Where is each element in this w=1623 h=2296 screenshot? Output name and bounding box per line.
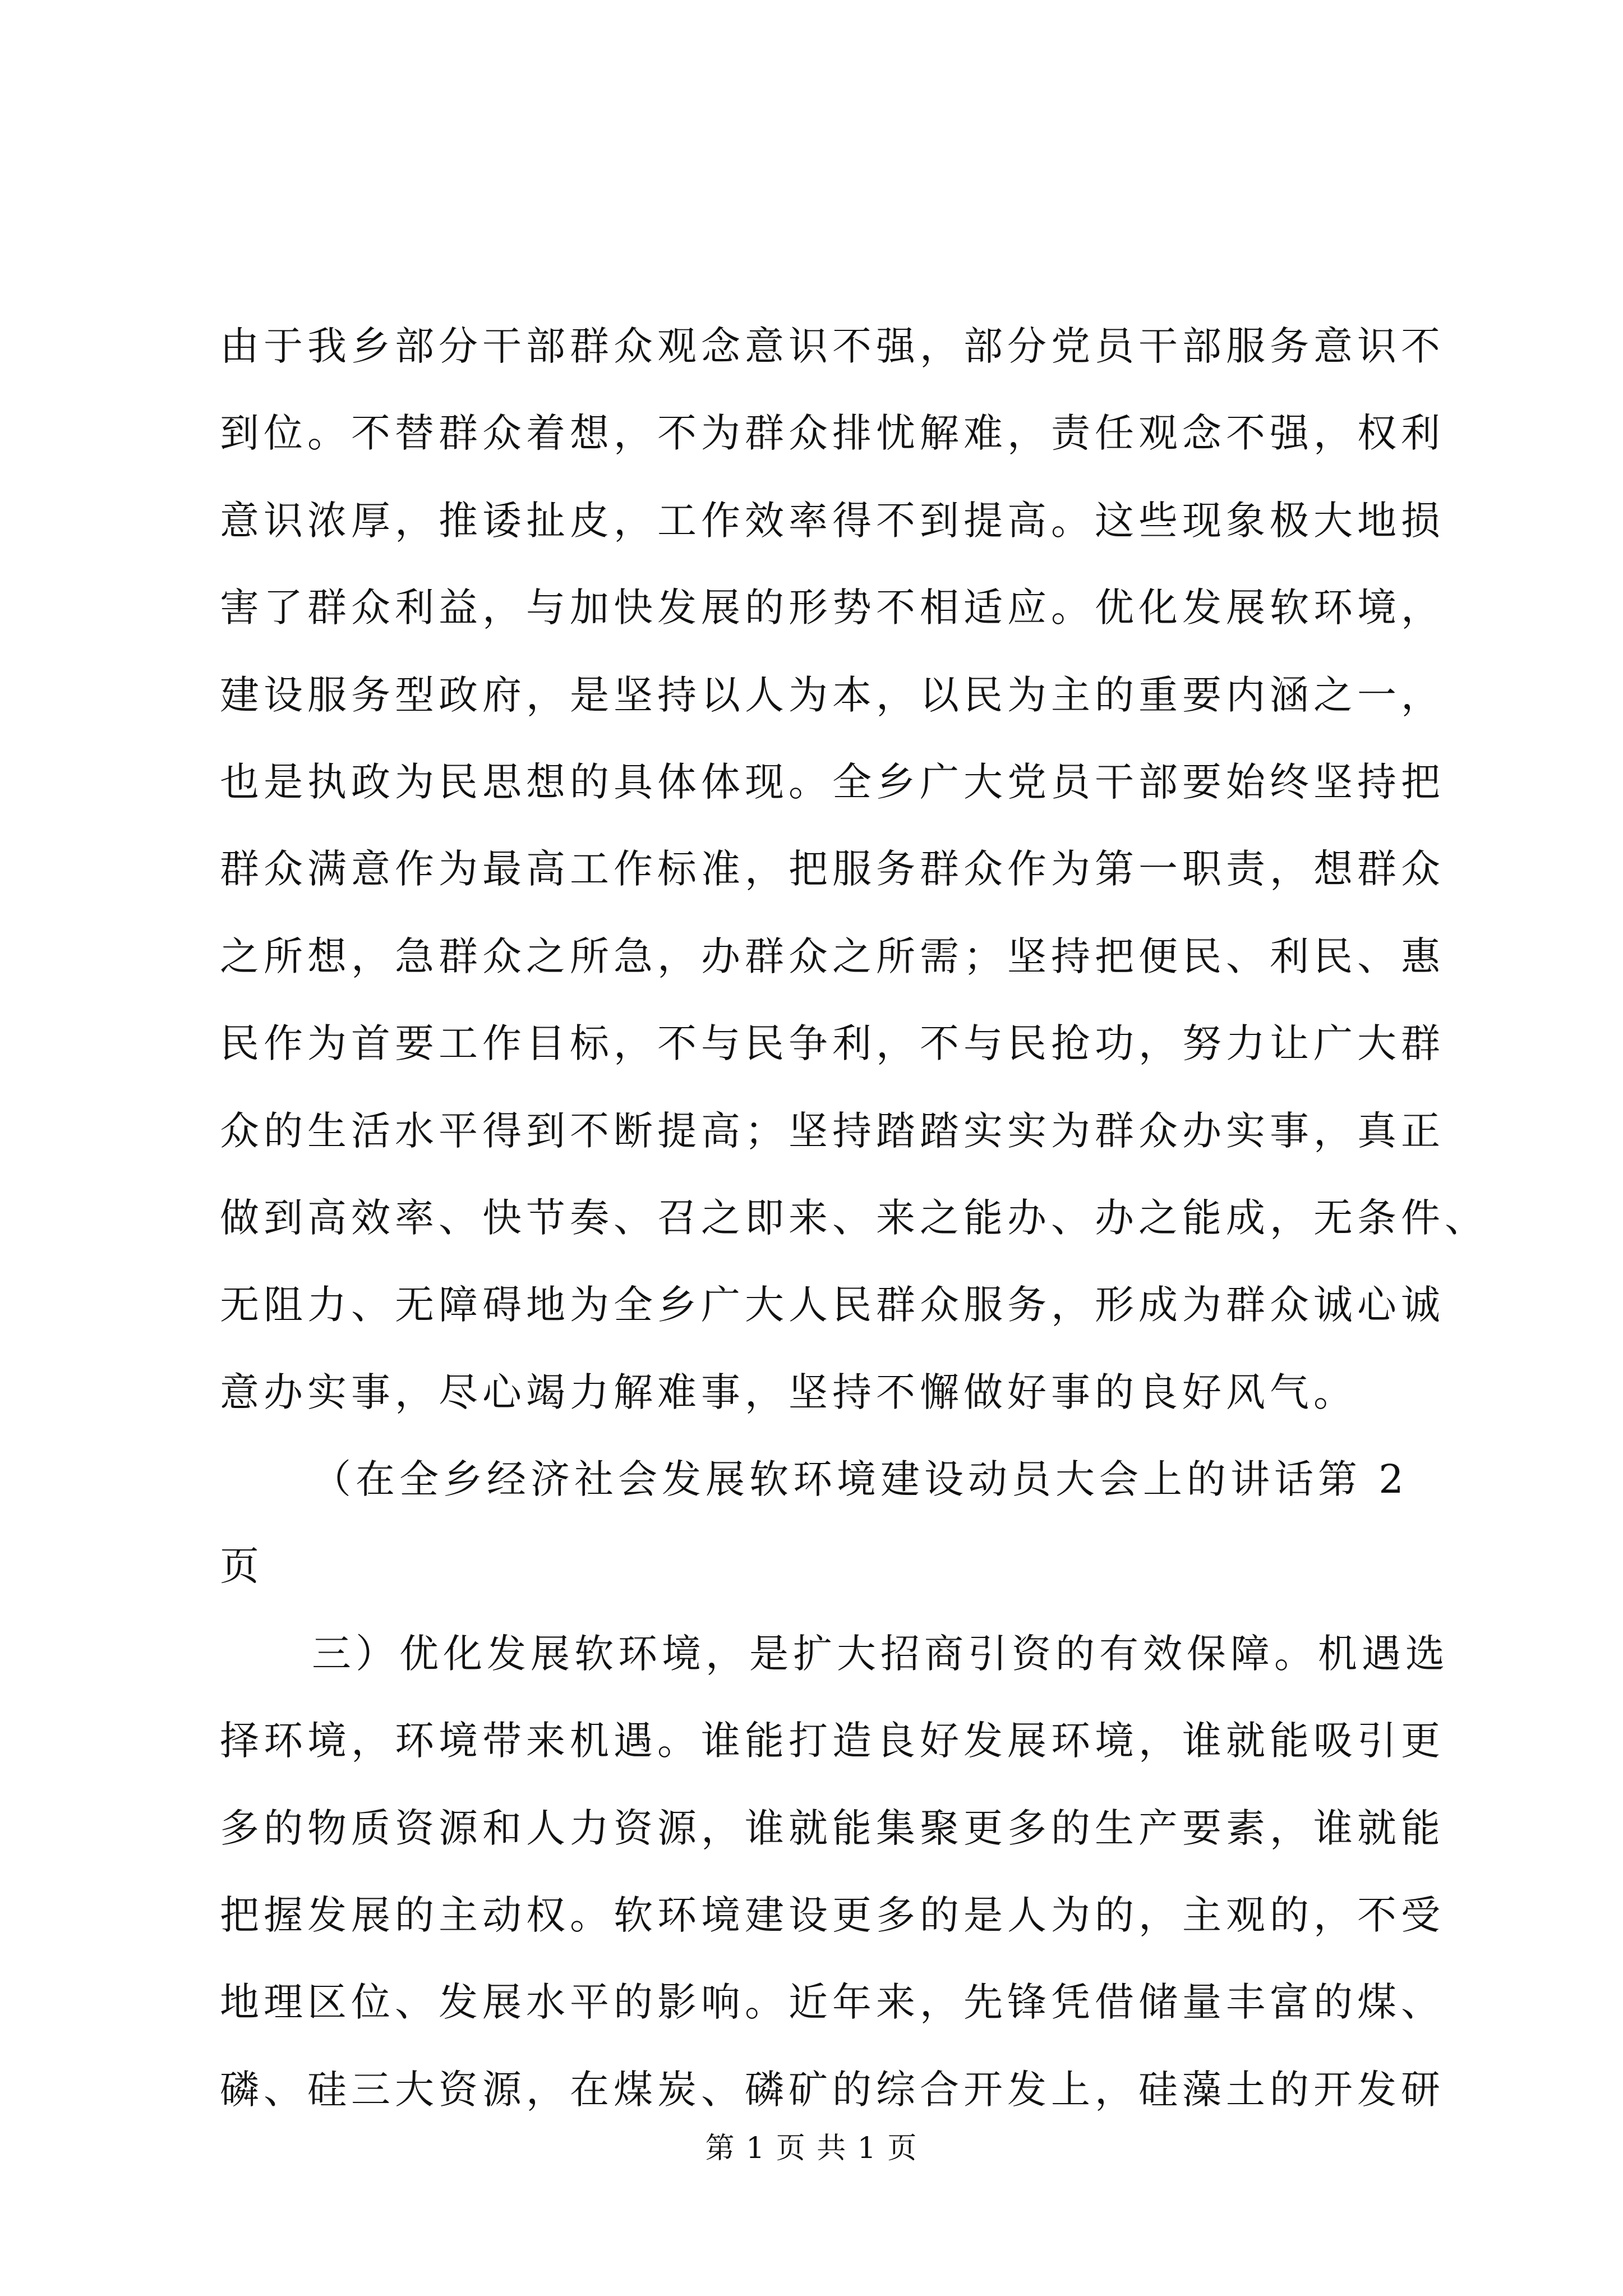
text-line: 意办实事，尽心竭力解难事，坚持不懈做好事的良好风气。 — [220, 1369, 1357, 1415]
text-line: 到位。不替群众着想，不为群众排忧解难，责任观念不强，权利 — [220, 410, 1445, 457]
text-line: 把握发展的主动权。软环境建设更多的是人为的，主观的，不受 — [220, 1892, 1445, 1939]
text-line: 择环境，环境带来机遇。谁能打造良好发展环境，谁就能吸引更 — [220, 1718, 1445, 1764]
text-line: 三）优化发展软环境，是扩大招商引资的有效保障。机遇选 — [312, 1630, 1449, 1677]
text-line: 无阻力、无障碍地为全乡广大人民群众服务，形成为群众诚心诚 — [220, 1282, 1445, 1328]
text-line: （在全乡经济社会发展软环境建设动员大会上的讲话第 2 — [312, 1456, 1408, 1503]
page-footer: 第 1 页 共 1 页 — [705, 2132, 918, 2165]
text-line: 多的物质资源和人力资源，谁就能集聚更多的生产要素，谁就能 — [220, 1805, 1445, 1851]
text-line: 意识浓厚，推诿扯皮，工作效率得不到提高。这些现象极大地损 — [220, 497, 1445, 544]
text-line: 页 — [220, 1543, 264, 1590]
text-line: 也是执政为民思想的具体体现。全乡广大党员干部要始终坚持把 — [220, 758, 1445, 805]
text-line: 众的生活水平得到不断提高；坚持踏踏实实为群众办实事，真正 — [220, 1107, 1445, 1154]
text-line: 地理区位、发展水平的影响。近年来，先锋凭借储量丰富的煤、 — [220, 1979, 1445, 2026]
text-line: 之所想，急群众之所急，办群众之所需；坚持把便民、利民、惠 — [220, 933, 1445, 979]
text-line: 做到高效率、快节奏、召之即来、来之能办、办之能成，无条件、 — [220, 1194, 1488, 1241]
text-line: 建设服务型政府，是坚持以人为本，以民为主的重要内涵之一， — [220, 671, 1445, 718]
text-line: 害了群众利益，与加快发展的形势不相适应。优化发展软环境， — [220, 585, 1445, 631]
document-body — [220, 303, 1488, 2133]
text-line: 磷、硅三大资源，在煤炭、磷矿的综合开发上，硅藻土的开发研 — [220, 2066, 1445, 2113]
text-line: 群众满意作为最高工作标准，把服务群众作为第一职责，想群众 — [220, 846, 1445, 892]
text-line: 民作为首要工作目标，不与民争利，不与民抢功，努力让广大群 — [220, 1020, 1445, 1067]
text-line: 由于我乡部分干部群众观念意识不强，部分党员干部服务意识不 — [220, 323, 1445, 369]
